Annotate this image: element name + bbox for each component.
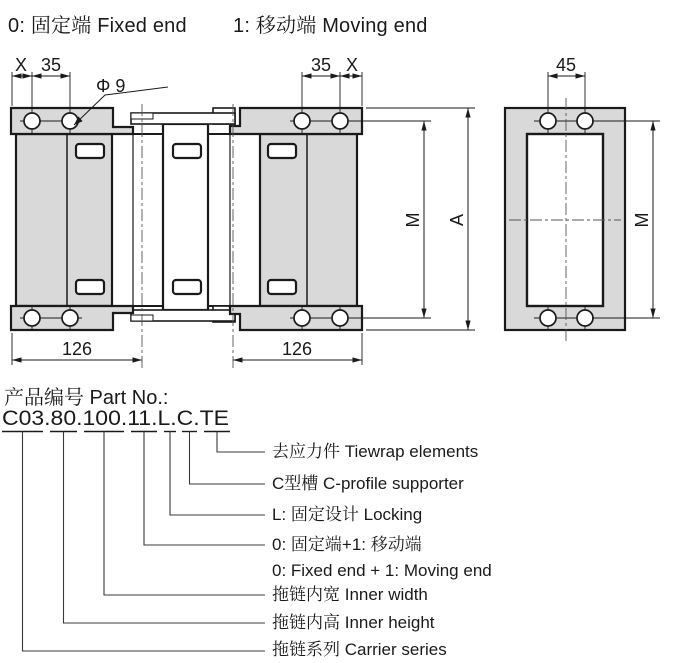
part-number-code: C03.80.100.11.L.C.TE [2, 407, 229, 430]
dim-m-inner: M [403, 212, 423, 228]
breakdown-label-ends [272, 532, 492, 584]
dim-a-outer: A [447, 213, 467, 227]
legend-fixed-end: 0: 固定端 Fixed end [8, 15, 187, 37]
breakdown-label-ends-cn: 0: 固定端+1: 移动端 [272, 535, 422, 554]
breakdown-label-cprofile: C型槽 C-profile supporter [272, 474, 464, 493]
dim-x-left: X [14, 55, 28, 75]
breakdown-label-inner-width: 拖链内宽 Inner width [272, 585, 428, 604]
dim-35-right: 35 [310, 55, 332, 75]
legend-moving-end: 1: 移动端 Moving end [233, 15, 428, 37]
dim-126-right: 126 [281, 339, 313, 359]
dim-126-left: 126 [61, 339, 93, 359]
side-view [505, 98, 625, 342]
front-view [11, 104, 362, 368]
dim-35-left: 35 [40, 55, 62, 75]
breakdown-label-locking: L: 固定设计 Locking [272, 505, 423, 524]
breakdown-label-inner-height: 拖链内高 Inner height [272, 613, 435, 632]
breakdown-label-ends-en: 0: Fixed end + 1: Moving end [272, 561, 492, 580]
breakdown-label-tiewrap: 去应力件 Tiewrap elements [272, 442, 479, 461]
breakdown-label-carrier-series: 拖链系列 Carrier series [272, 640, 447, 659]
part-number-tree-lines [23, 432, 266, 652]
part-number-title: 产品编号 Part No.: [4, 387, 169, 409]
dim-m-side: M [632, 212, 652, 228]
dim-hole-diameter: Φ 9 [96, 76, 126, 96]
dim-x-right: X [345, 55, 359, 75]
dim-45: 45 [555, 55, 577, 75]
